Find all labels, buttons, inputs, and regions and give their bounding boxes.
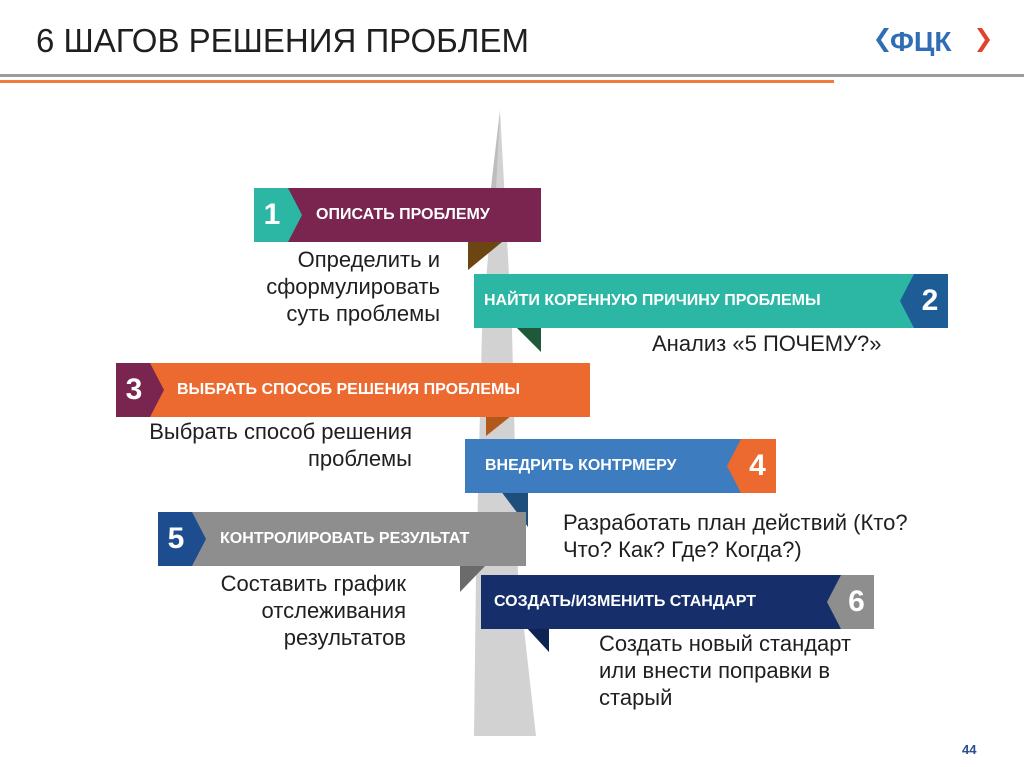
step-3-label: ВЫБРАТЬ СПОСОБ РЕШЕНИЯ ПРОБЛЕМЫ: [177, 381, 520, 398]
step-3-description: Выбрать способ решения проблемы: [149, 419, 412, 471]
step-4-description: Разработать план действий (Кто? Что? Как? Где? Когда?): [563, 510, 908, 562]
step-1-number: 1: [263, 198, 281, 231]
step-6-description: Создать новый стандарт или внести поправки в старый: [599, 631, 852, 710]
page-number: 44: [962, 742, 977, 757]
step-2-description: Анализ «5 ПОЧЕМУ?»: [652, 331, 882, 356]
step-5-number: 5: [167, 522, 185, 555]
step-3-banner: [116, 363, 590, 417]
step-2-label: НАЙТИ КОРЕННУЮ ПРИЧИНУ ПРОБЛЕМЫ: [484, 292, 821, 309]
svg-text:ФЦК: ФЦК: [890, 26, 952, 56]
step-2-number: 2: [921, 284, 939, 317]
step-5-label: КОНТРОЛИРОВАТЬ РЕЗУЛЬТАТ: [220, 530, 470, 547]
step-4-label: ВНЕДРИТЬ КОНТРМЕРУ: [485, 457, 677, 474]
step-6-label: СОЗДАТЬ/ИЗМЕНИТЬ СТАНДАРТ: [494, 593, 757, 610]
page-title: 6 ШАГОВ РЕШЕНИЯ ПРОБЛЕМ: [36, 22, 529, 59]
step-5-banner: [158, 512, 526, 566]
step-1-label: ОПИСАТЬ ПРОБЛЕМУ: [316, 206, 490, 223]
step-1-description: Определить и сформулировать суть проблемы: [266, 247, 440, 326]
step-6-banner: [481, 575, 874, 629]
step-3-number: 3: [125, 373, 143, 406]
step-4-number: 4: [749, 449, 766, 482]
step-1-banner: [254, 188, 541, 242]
step-6-number: 6: [848, 585, 865, 618]
step-4-banner: [465, 439, 776, 493]
step-2-banner: [474, 274, 948, 328]
step-5-description: Составить график отслеживания результатов: [220, 571, 406, 650]
